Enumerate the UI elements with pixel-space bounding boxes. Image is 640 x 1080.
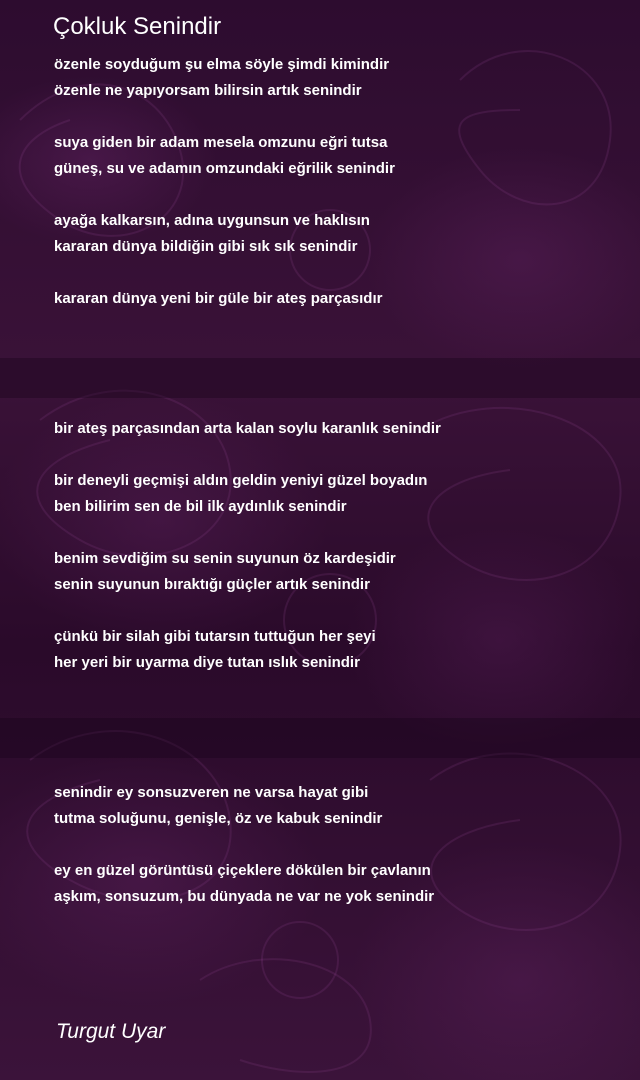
poem-line: suya giden bir adam mesela omzunu eğri tutsa xyxy=(54,134,388,151)
stanza xyxy=(54,468,614,520)
poem-line: tutma soluğunu, genişle, öz ve kabuk senindir xyxy=(54,810,383,827)
poem-author: Turgut Uyar xyxy=(56,1020,166,1043)
poem-line: ey en güzel görüntüsü çiçeklere dökülen bir çavlanın xyxy=(54,862,431,879)
stanza xyxy=(54,208,614,260)
stanza xyxy=(54,130,614,182)
poem-body xyxy=(54,52,614,936)
stanza xyxy=(54,858,614,910)
stanza xyxy=(54,416,614,442)
poem-line: bir deneyli geçmişi aldın geldin yeniyi güzel boyadın xyxy=(54,472,428,489)
poem-line: her yeri bir uyarma diye tutan ıslık senindir xyxy=(54,654,360,671)
stanza xyxy=(54,52,614,104)
poem-line: senin suyunun bıraktığı güçler artık senindir xyxy=(54,576,370,593)
poem-line: aşkım, sonsuzum, bu dünyada ne var ne yok senindir xyxy=(54,888,435,905)
poem-title: Çokluk Senindir xyxy=(53,13,222,40)
poem-line: bir ateş parçasından arta kalan soylu karanlık senindir xyxy=(54,420,441,437)
poem-line: kararan dünya bildiğin gibi sık sık senindir xyxy=(54,238,358,255)
poem-line: benim sevdiğim su senin suyunun öz kardeşidir xyxy=(54,550,396,567)
stanza xyxy=(54,624,614,676)
poem-line: ayağa kalkarsın, adına uygunsun ve haklısın xyxy=(54,212,370,229)
poem-line: senindir ey sonsuzveren ne varsa hayat gibi xyxy=(54,784,369,801)
stanza xyxy=(54,286,614,312)
poem-line: kararan dünya yeni bir güle bir ateş parçasıdır xyxy=(54,290,383,307)
stanza xyxy=(54,546,614,598)
poem-line: özenle ne yapıyorsam bilirsin artık senindir xyxy=(54,82,362,99)
poem-line: ben bilirim sen de bil ilk aydınlık senindir xyxy=(54,498,347,515)
poem-line: özenle soyduğum şu elma söyle şimdi kimindir xyxy=(54,56,390,73)
poem-line: güneş, su ve adamın omzundaki eğrilik senindir xyxy=(54,160,395,177)
section-gap xyxy=(54,702,614,780)
section-gap xyxy=(54,338,614,416)
poem-line: çünkü bir silah gibi tutarsın tuttuğun her şeyi xyxy=(54,628,376,645)
stanza xyxy=(54,780,614,832)
